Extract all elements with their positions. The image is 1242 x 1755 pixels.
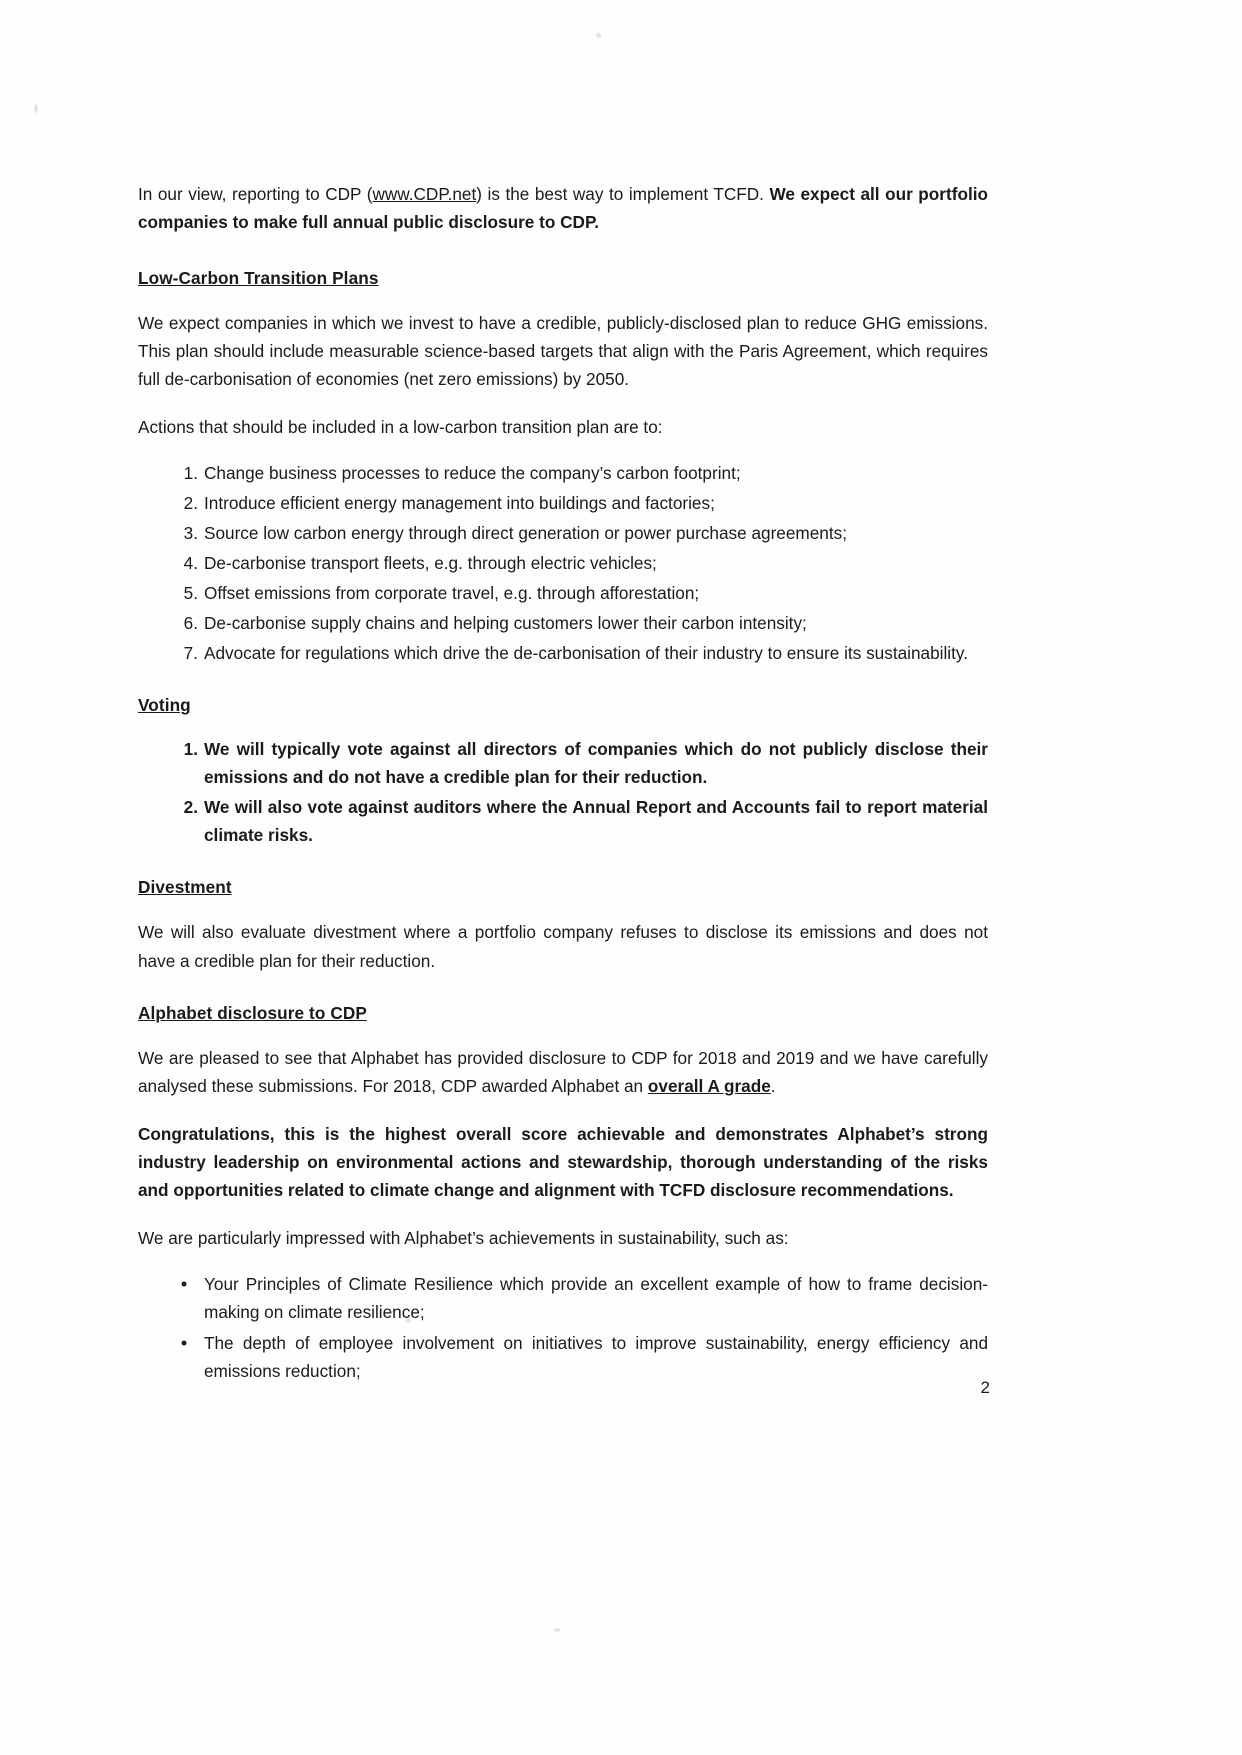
low-carbon-actions-list	[138, 459, 988, 667]
list-item: Source low carbon energy through direct generation or power purchase agreements;	[204, 523, 847, 544]
document-body	[138, 180, 988, 1403]
scan-speck	[596, 33, 601, 38]
list-item: • The depth of employee involvement on initiatives to improve sustainability, energy efficiency and emissions reduction;	[204, 1329, 988, 1385]
list-item: Advocate for regulations which drive the de-carbonisation of their industry to ensure its sustainability.	[204, 643, 968, 664]
list-item: • Your Principles of Climate Resilience which provide an excellent example of how to frame decision-making on climate resilience;	[204, 1270, 988, 1326]
heading-alphabet-disclosure-to-cdp: Alphabet disclosure to CDP	[138, 1002, 367, 1023]
intro-text-before-link: In our view, reporting to CDP (	[138, 184, 373, 204]
impressed-paragraph: We are particularly impressed with Alphabet’s achievements in sustainability, such as:	[138, 1227, 789, 1248]
page-number: 2	[980, 1378, 990, 1397]
divestment-paragraph: We will also evaluate divestment where a portfolio company refuses to disclose its emissions and does not have a credible plan for their reduction.	[138, 922, 988, 971]
achievements-bullet-list	[138, 1270, 988, 1385]
low-carbon-paragraph-2: Actions that should be included in a low-carbon transition plan are to:	[138, 417, 663, 438]
intro-bold-tail: We expect all our portfolio companies to make full annual public disclosure to CDP.	[138, 184, 988, 233]
heading-divestment: Divestment	[138, 877, 232, 898]
scan-speck	[554, 1628, 560, 1632]
list-item: We will also vote against auditors where the Annual Report and Accounts fail to report material climate risks.	[204, 797, 988, 845]
list-item: Introduce efficient energy management into buildings and factories;	[204, 493, 715, 514]
alphabet-text-before-bold: We are pleased to see that Alphabet has provided disclosure to CDP for 2018 and 2019 and we have carefully analysed these submissions. For 2018, CDP awarded Alphabet an	[138, 1047, 988, 1096]
congratulations-paragraph: Congratulations, this is the highest overall score achievable and demonstrates Alphabet’s strong industry leadership on environmental actions and stewardship, thorough understanding of the risks and opportunities related to climate change and alignment with TCFD disclosure recommendations.	[138, 1123, 988, 1200]
low-carbon-paragraph-1: We expect companies in which we invest to have a credible, publicly-disclosed plan to reduce GHG emissions. This plan should include measurable science-based targets that align with the Paris Agreement, which requires full de-carbonisation of economies (net zero emissions) by 2050.	[138, 313, 988, 390]
list-item: Offset emissions from corporate travel, e.g. through afforestation;	[204, 583, 700, 604]
scan-speck	[34, 104, 38, 113]
cdp-website-link[interactable]: www.CDP.net	[372, 184, 477, 204]
list-item: De-carbonise supply chains and helping customers lower their carbon intensity;	[204, 613, 807, 634]
overall-a-grade-emphasis: overall A grade	[647, 1075, 771, 1096]
intro-text-after-link: ) is the best way to implement TCFD.	[476, 184, 770, 204]
heading-voting: Voting	[138, 695, 191, 716]
alphabet-text-after-bold: .	[770, 1075, 776, 1096]
voting-list	[138, 736, 988, 849]
list-item: We will typically vote against all directors of companies which do not publicly disclose their emissions and do not have a credible plan for their reduction.	[204, 739, 988, 787]
list-item: De-carbonise transport fleets, e.g. through electric vehicles;	[204, 553, 657, 574]
list-item: Change business processes to reduce the company’s carbon footprint;	[204, 463, 741, 484]
heading-low-carbon-transition-plans: Low-Carbon Transition Plans	[138, 268, 379, 289]
alphabet-disclosure-paragraph	[138, 1044, 988, 1100]
intro-paragraph	[138, 180, 988, 236]
